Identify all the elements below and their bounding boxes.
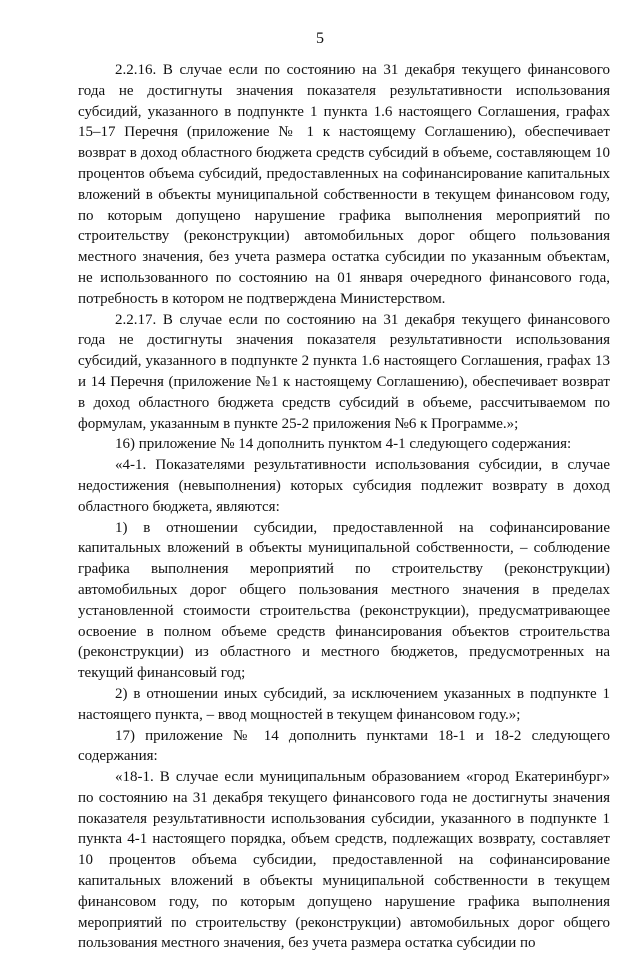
paragraph-item-16: 16) приложение № 14 дополнить пунктом 4-1 следующего содержания:: [115, 436, 572, 453]
paragraph-4-1: «4-1. Показателями результативности использования субсидии, в случае недостижения (невыполнения) которых субсидия подлежит возврату в доход областного бюджета, являются:: [78, 457, 610, 515]
paragraph-item-17: 17) приложение № 14 дополнить пунктами 18-1 и 18-2 следующего содержания:: [78, 727, 610, 765]
document-body: [78, 60, 610, 954]
paragraph-2-2-17: 2.2.17. В случае если по состоянию на 31 декабря текущего финансового года не достигнуты значения показателя результативности использования субсидий, указанного в подпункте 2 пункта 1.6 настоящего Соглашения, графах 13 и 14 Перечня (приложение №1 к настоящему Соглашению), обеспечивает возврат в доход областного бюджета средств субсидий в объеме, рассчитываемом по формулам, указанным в пункте 25-2 приложения №6 к Программе.»;: [78, 311, 610, 432]
paragraph-4-1-subitem-1: 1) в отношении субсидии, предоставленной на софинансирование капитальных вложений в объекты муниципальной собственности, – соблюдение графика выполнения мероприятий по строительству (реконструкции) автомобильных дорог общего пользования местного значения в пределах установленной стоимости строительства (реконструкции), предусматривающее освоение в полном объеме средств финансирования объектов строительства (реконструкции) из областного и местного бюджетов, предусмотренных на текущий финансовый год;: [78, 519, 610, 682]
paragraph-4-1-subitem-2: 2) в отношении иных субсидий, за исключением указанных в подпункте 1 настоящего пункта, – ввод мощностей в текущем финансовом году.»;: [78, 685, 610, 723]
paragraph-2-2-16: 2.2.16. В случае если по состоянию на 31 декабря текущего финансового года не достигнуты значения показателя результативности использования субсидий, указанного в подпункте 1 пункта 1.6 настоящего Соглашения, графах 15–17 Перечня (приложение № 1 к настоящему Соглашению), обеспечивает возврат в доход областного бюджета средств субсидий в объеме, составляющем 10 процентов объема субсидий, предоставленных на софинансирование капитальных вложений в объекты муниципальной собственности в текущем финансовом году, по которым допущено нарушение графика выполнения мероприятий по строительству (реконструкции) автомобильных дорог общего пользования местного значения, без учета размера остатка субсидии по указанным объектам, не использованного по состоянию на 01 января очередного финансового года, потребность в котором не подтверждена Министерством.: [78, 62, 610, 307]
paragraph-18-1: «18-1. В случае если муниципальным образованием «город Екатеринбург» по состоянию на 31 декабря текущего финансового года не достигнуты значения показателя результативности использования субсидии, указанного в подпункте 1 пункта 4-1 настоящего порядка, объем средств, подлежащих возврату, составляет 10 процентов объема субсидии, предоставленной на софинансирование капитальных вложений в объекты муниципальной собственности в текущем финансовом году, по которым допущено нарушение графика выполнения мероприятий по строительству (реконструкции) автомобильных дорог общего пользования местного значения, без учета размера остатка субсидии по: [78, 769, 610, 952]
page-number: 5: [316, 30, 324, 47]
